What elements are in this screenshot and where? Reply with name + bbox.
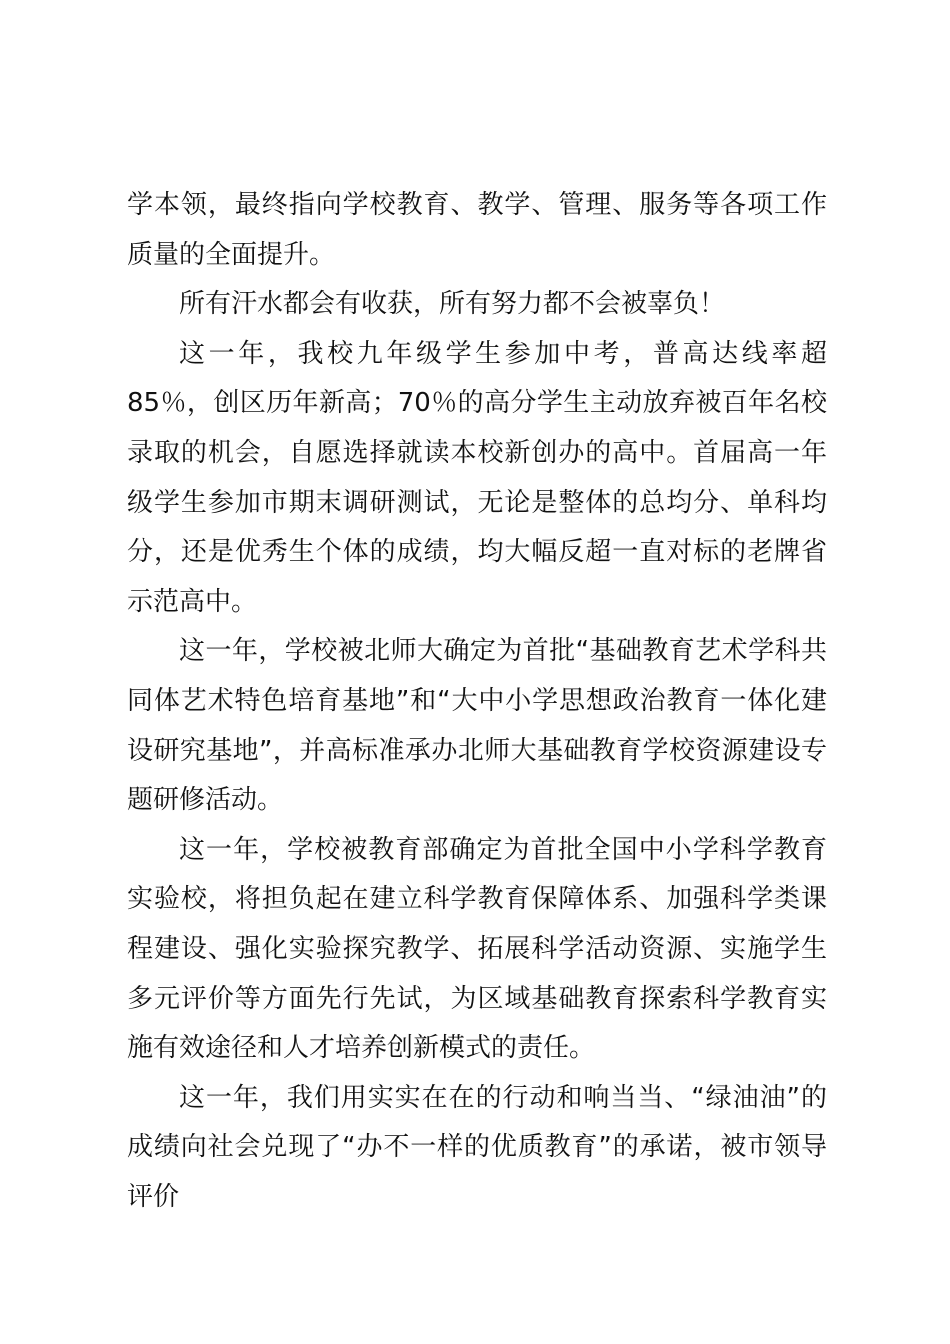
paragraph: 这一年，我校九年级学生参加中考，普高达线率超 85％，创区历年新高；70％的高分学生主动放弃被百年名校录取的机会，自愿选择就读本校新创办的高中。首届高一年级学生参加市期末调研测试，无论是整体的总均分、单科均分，还是优秀生个体的成绩，均大幅反超一直对标的老牌省示范高中。 bbox=[127, 338, 827, 617]
paragraph-continued: 学本领，最终指向学校教育、教学、管理、服务等各项工作质量的全面提升。 bbox=[127, 190, 827, 270]
paragraph: 这一年，学校被北师大确定为首批“基础教育艺术学科共同体艺术特色培育基地”和“大中小学思想政治教育一体化建设研究基地”，并高标准承办北师大基础教育学校资源建设专题研修活动。 bbox=[127, 636, 827, 816]
paragraph: 所有汗水都会有收获，所有努力都不会被辜负！ bbox=[179, 289, 726, 320]
paragraph: 这一年，我们用实实在在的行动和响当当、“绿油油”的成绩向社会兑现了“办不一样的优质教育”的承诺，被市领导评价 bbox=[127, 1082, 827, 1212]
document-body bbox=[127, 181, 827, 1222]
paragraph: 这一年，学校被教育部确定为首批全国中小学科学教育实验校，将担负起在建立科学教育保障体系、加强科学类课程建设、强化实验探究教学、拓展科学活动资源、实施学生多元评价等方面先行先试，为区域基础教育探索科学教育实施有效途径和人才培养创新模式的责任。 bbox=[127, 834, 827, 1064]
